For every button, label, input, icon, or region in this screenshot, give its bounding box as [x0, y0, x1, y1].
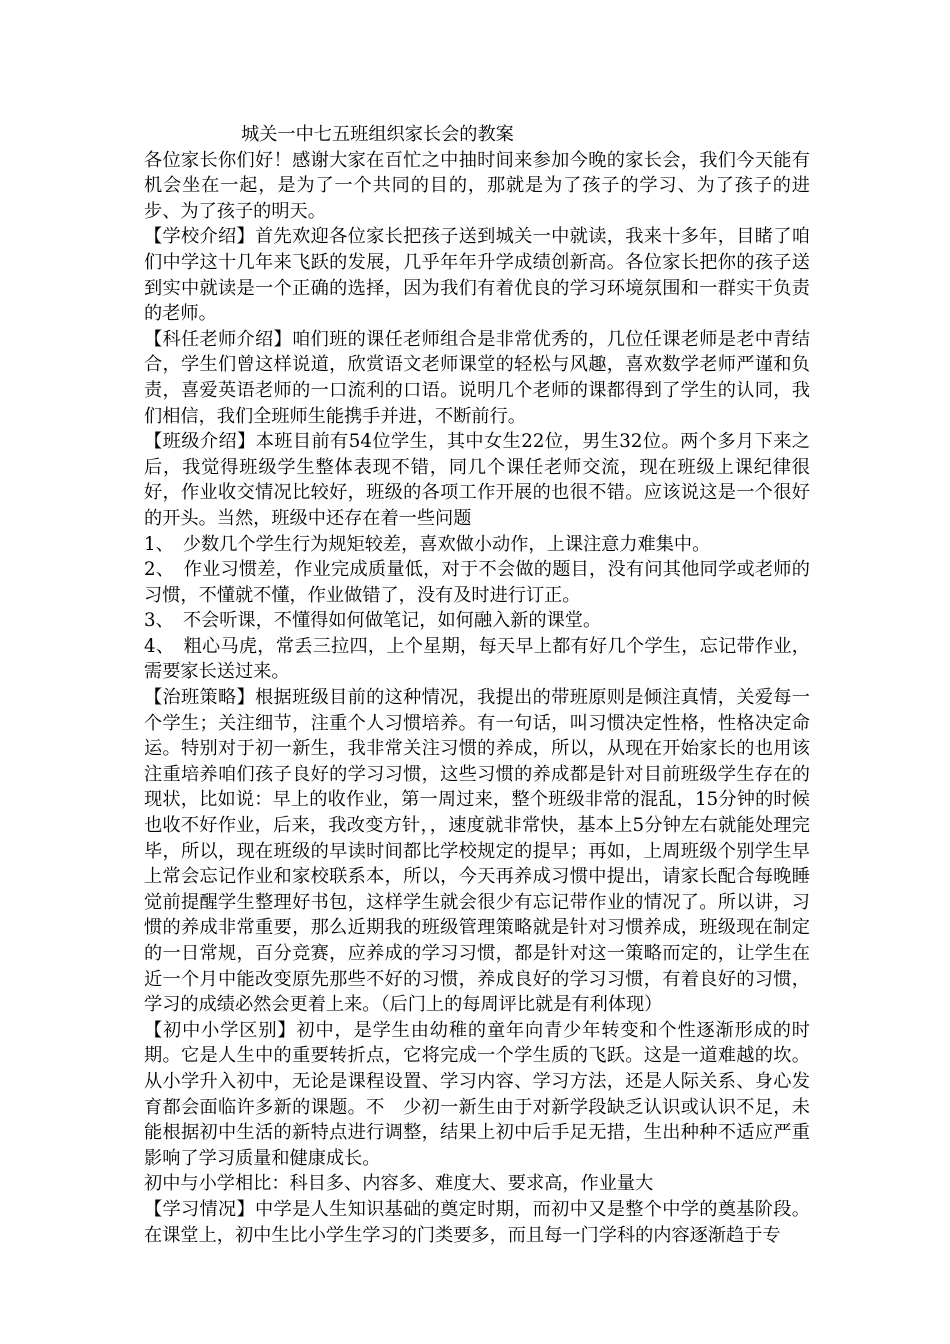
document-title: 城关一中七五班组织家长会的教案 [241, 124, 514, 145]
paragraph-greeting: 各位家长你们好！感谢大家在百忙之中抽时间来参加今晚的家长会，我们今天能有机会坐在一起，是为了一个共同的目的，那就是为了孩子的学习、为了孩子的进步、为了孩子的明天。 [144, 149, 810, 222]
paragraph-strategy: 【治班策略】根据班级目前的这种情况，我提出的带班原则是倾注真情，关爱每一个学生；关注细节，注重个人习惯培养。有一句话，叫习惯决定性格，性格决定命运。特别对于初一新生，我非常关注习惯的养成，所以，从现在开始家长的也用该注重培养咱们孩子良好的学习习惯，这些习惯的养成都是针对目前班级学生存在的现状，比如说：早上的收作业，第一周过来，整个班级非常的混乱，15分钟的时候也收不好作业，后来，我改变方针，，速度就非常快，基本上5分钟左右就能处理完毕，所以，现在班级的早读时间都比学校规定的提早；再如，上周班级个别学生早上常会忘记作业和家校联系本，所以，今天再养成习惯中提出，请家长配合每晚睡觉前提醒学生整理好书包，这样学生就会很少有忘记带作业的情况了。所以讲，习惯的养成非常重要，那么近期我的班级管理策略就是针对习惯养成，班级现在制定的一日常规，百分竞赛，应养成的学习习惯，都是针对这一策略而定的，让学生在近一个月中能改变原先那些不好的习惯，养成良好的学习习惯，有着良好的习惯，学习的成绩必然会更着上来。（后门上的每周评比就是有利体现） [144, 687, 810, 1016]
list-item-issue-1: 1、 少数几个学生行为规矩较差，喜欢做小动作，上课注意力难集中。 [144, 533, 711, 555]
document-body [144, 122, 810, 1248]
paragraph-school-intro: 【学校介绍】首先欢迎各位家长把孩子送到城关一中就读，我来十多年，目睹了咱们中学这十几年来飞跃的发展，几乎年年升学成绩创新高。各位家长把你的孩子送到实中就读是一个正确的选择，因为我们有着优良的学习环境氛围和一群实干负责的老师。 [144, 226, 810, 325]
paragraph-comparison: 初中与小学相比：科目多、内容多、难度大、要求高，作业量大 [144, 1173, 654, 1195]
paragraph-class-intro: 【班级介绍】本班目前有54位学生，其中女生22位，男生32位。两个多月下来之后，我觉得班级学生整体表现不错，同几个课任老师交流，现在班级上课纪律很好，作业收交情况比较好，班级的各项工作开展的也很不错。应该说这是一个很好的开头。当然，班级中还存在着一些问题 [144, 431, 810, 529]
paragraph-school-difference: 【初中小学区别】初中，是学生由幼稚的童年向青少年转变和个性逐渐形成的时期。它是人生中的重要转折点，它将完成一个学生质的飞跃。这是一道难越的坎。从小学升入初中，无论是课程设置、学习内容、学习方法，还是人际关系、身心发育都会面临许多新的课题。不 少初一新生由于对新学段缺乏认识或认识不足，未能根据初中生活的新特点进行调整，结果上初中后手足无措，生出种种不适应严重影响了学习质量和健康成长。 [144, 1019, 810, 1169]
list-item-issue-2: 2、 作业习惯差，作业完成质量低，对于不会做的题目，没有问其他同学或老师的习惯，不懂就不懂，作业做错了，没有及时进行订正。 [144, 559, 810, 606]
list-item-issue-3: 3、 不会听课，不懂得如何做笔记，如何融入新的课堂。 [144, 610, 602, 632]
paragraph-teacher-intro: 【科任老师介绍】咱们班的课任老师组合是非常优秀的，几位任课老师是老中青结合，学生们曾这样说道，欣赏语文老师课堂的轻松与风趣，喜欢数学老师严谨和负责，喜爱英语老师的一口流利的口语。说明几个老师的课都得到了学生的认同，我们相信，我们全班师生能携手并进，不断前行。 [144, 328, 810, 427]
list-item-issue-4: 4、 粗心马虎，常丢三拉四，上个星期，每天早上都有好几个学生，忘记带作业，需要家长送过来。 [144, 635, 810, 683]
paragraph-study-situation: 【学习情况】中学是人生知识基础的奠定时期，而初中又是整个中学的奠基阶段。在课堂上，初中生比小学生学习的门类要多，而且每一门学科的内容逐渐趋于专 [144, 1198, 810, 1246]
